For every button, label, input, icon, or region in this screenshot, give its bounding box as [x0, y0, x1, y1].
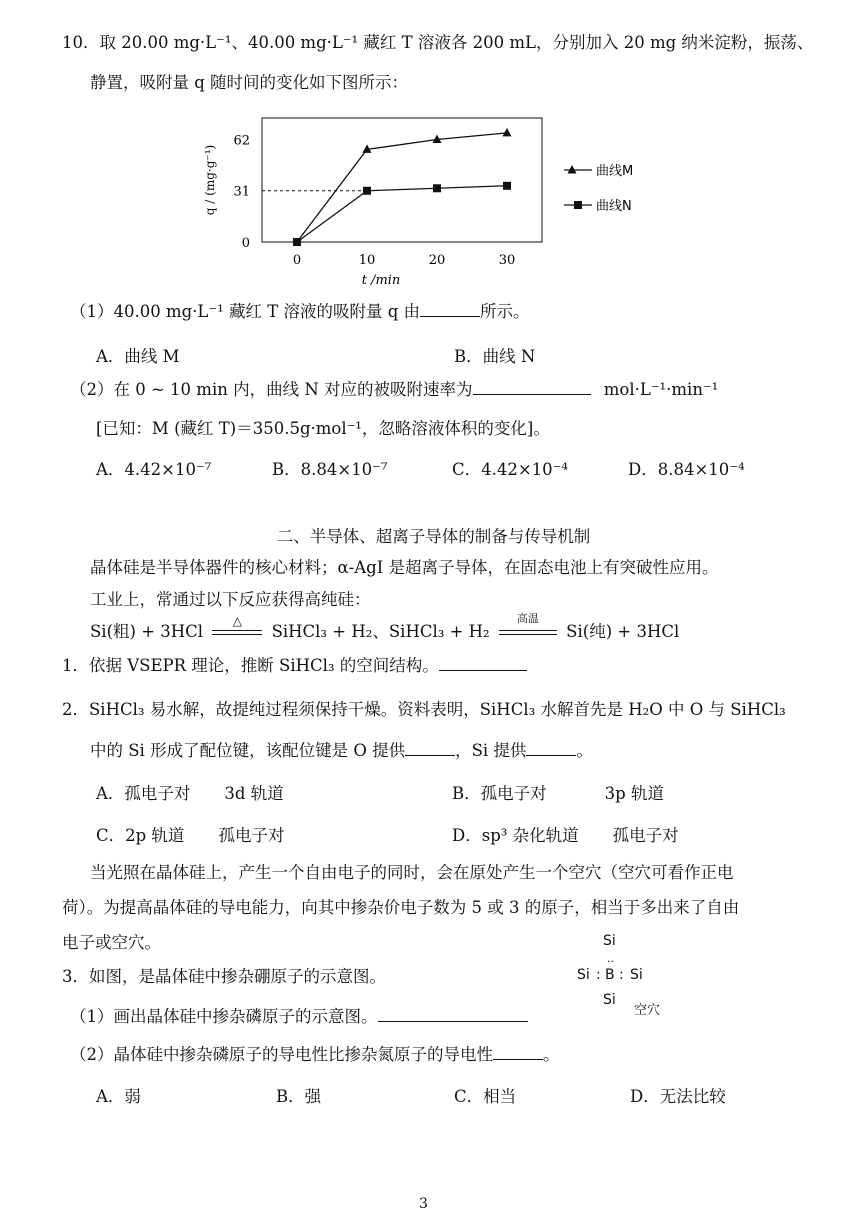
- q2-line1: 2．SiHCl₃ 易水解，故提纯过程须保持干燥。资料表明，SiHCl₃ 水解首先是 H₂O 中 O 与 SiHCl₃: [62, 700, 786, 719]
- lewis-colon-right: :: [619, 967, 624, 983]
- q3-option-d: D．无法比较: [630, 1087, 726, 1106]
- x-tick-label: 20: [428, 253, 446, 268]
- q10-sub1-option-b: B．曲线 N: [454, 347, 536, 366]
- q10-line2: 静置，吸附量 q 随时间的变化如下图所示：: [90, 73, 409, 92]
- q3-option-b: B．强: [276, 1087, 322, 1106]
- lewis-dots: ··: [607, 955, 614, 968]
- section2-intro2: 工业上，常通过以下反应获得高纯硅：: [90, 590, 371, 609]
- q10-sub2-option-b: B．8.84×10⁻⁷: [272, 460, 388, 479]
- q2-option-d: D．sp³ 杂化轨道 孤电子对: [452, 826, 679, 845]
- plot-area: [203, 118, 633, 285]
- q2-option-a: A．孤电子对 3d 轨道: [96, 784, 284, 803]
- q3-2: （2）晶体硅中掺杂磷原子的导电性比掺杂氮原子的导电性 。: [70, 1045, 560, 1064]
- lewis-hole-label: 空穴: [634, 1003, 661, 1018]
- lewis-center-b: B: [605, 967, 615, 983]
- q10-line1: 10．取 20.00 mg·L⁻¹、40.00 mg·L⁻¹ 藏红 T 溶液各 200 mL，分别加入 20 mg 纳米淀粉，振荡、: [62, 33, 814, 52]
- series-point: [503, 128, 512, 137]
- equals-high-temp: 高温: [499, 630, 557, 635]
- answer-blank: [473, 393, 591, 395]
- lewis-right-si: Si: [630, 967, 643, 983]
- section-title: 二、半导体、超离子导体的制备与传导机制: [276, 527, 591, 546]
- answer-blank: [526, 754, 576, 756]
- answer-blank: [420, 315, 480, 317]
- q10-sub2-note: [已知：M (藏红 T)＝350.5g·mol⁻¹，忽略溶液体积的变化]。: [96, 419, 550, 438]
- q10-sub1-option-a: A．曲线 M: [96, 347, 180, 366]
- q2-option-b: B．孤电子对 3p 轨道: [452, 784, 664, 803]
- q10-sub1: （1）40.00 mg·L⁻¹ 藏红 T 溶液的吸附量 q 由 所示。: [70, 302, 530, 321]
- lewis-left-si: Si: [577, 967, 590, 983]
- y-axis-label: q / (mg·g⁻¹): [203, 144, 217, 216]
- q10-sub2-option-a: A．4.42×10⁻⁷: [96, 460, 212, 479]
- q3-option-c: C．相当: [454, 1087, 517, 1106]
- para-line2: 荷）。为提高晶体硅的导电能力，向其中掺杂价电子数为 5 或 3 的原子，相当于多出来了自由: [62, 898, 740, 917]
- y-tick-label: 0: [241, 236, 250, 251]
- para-line3: 电子或空穴。: [62, 933, 161, 952]
- series-line: [297, 186, 507, 242]
- page-number: 3: [419, 1196, 428, 1212]
- answer-blank: [405, 754, 455, 756]
- x-tick-label: 10: [358, 253, 376, 268]
- q3-option-a: A．弱: [96, 1087, 141, 1106]
- lewis-top-si: Si: [603, 933, 616, 949]
- legend-label: 曲线N: [596, 199, 632, 214]
- section2-intro1: 晶体硅是半导体器件的核心材料；α-AgI 是超离子导体，在固态电池上有突破性应用。: [90, 558, 719, 577]
- q10-sub2-option-c: C．4.42×10⁻⁴: [452, 460, 569, 479]
- x-tick-label: 0: [292, 253, 302, 268]
- equals-heat: △: [212, 630, 262, 635]
- legend-marker: [574, 201, 582, 209]
- q2-option-c: C．2p 轨道 孤电子对: [96, 826, 285, 845]
- x-axis-label: t /min: [361, 273, 401, 285]
- q10-sub2: （2）在 0 ~ 10 min 内，曲线 N 对应的被吸附速率为 mol·L⁻¹·min⁻¹: [70, 380, 719, 399]
- q3-1: （1）画出晶体硅中掺杂磷原子的示意图。: [70, 1007, 528, 1027]
- series-point: [363, 187, 371, 195]
- para-line1: 当光照在晶体硅上，产生一个自由电子的同时，会在原处产生一个空穴（空穴可看作正电: [90, 863, 734, 882]
- lewis-colon-left: :: [596, 967, 601, 983]
- series-point: [433, 184, 441, 192]
- x-tick-label: 30: [498, 253, 516, 268]
- answer-blank: [439, 669, 527, 671]
- q1: 1．依据 VSEPR 理论，推断 SiHCl₃ 的空间结构。: [62, 656, 527, 676]
- adsorption-chart: [200, 110, 670, 285]
- q2-line2: 中的 Si 形成了配位键，该配位键是 O 提供 ，Si 提供 。: [90, 741, 593, 760]
- series-point: [503, 182, 511, 190]
- reaction-equation: Si(粗) + 3HCl △ SiHCl₃ + H₂、SiHCl₃ + H₂ 高温 Si(纯) + 3HCl: [90, 612, 680, 641]
- q3: 3．如图，是晶体硅中掺杂硼原子的示意图。: [62, 967, 386, 986]
- answer-blank: [493, 1058, 543, 1060]
- y-tick-label: 62: [233, 133, 250, 149]
- legend-marker: [568, 165, 577, 174]
- series-point: [293, 238, 301, 246]
- y-tick-label: 31: [233, 184, 250, 200]
- answer-blank: [378, 1020, 528, 1022]
- q10-sub2-option-d: D．8.84×10⁻⁴: [628, 460, 745, 479]
- legend-label: 曲线M: [596, 164, 634, 179]
- plot-frame: [262, 118, 542, 242]
- lewis-bottom-si: Si: [603, 992, 616, 1008]
